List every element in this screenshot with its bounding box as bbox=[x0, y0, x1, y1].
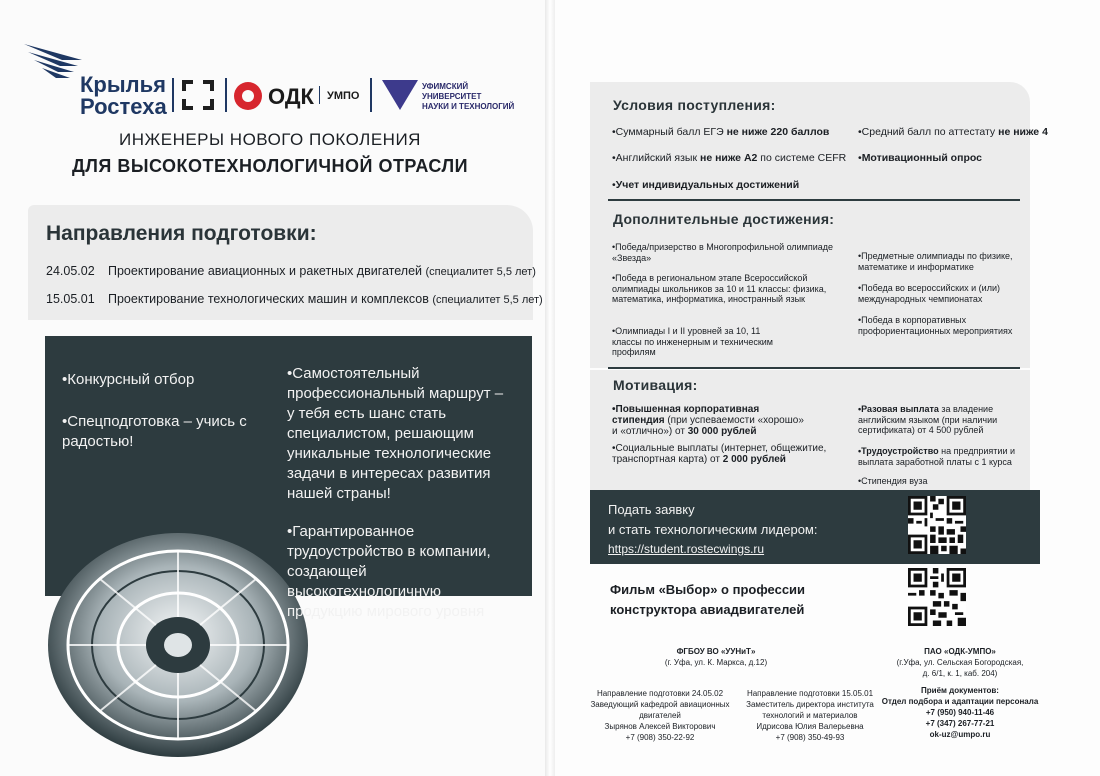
direction-code: 24.05.02 bbox=[46, 264, 95, 278]
university-address: (г. Уфа, ул. К. Маркса, д.12) bbox=[664, 658, 768, 667]
achievement-item: •Победа в корпоративных профориентационных мероприятиях bbox=[858, 315, 1013, 336]
admission-emphasis: Учет индивидуальных достижений bbox=[615, 179, 800, 191]
umpo-label: УМПО bbox=[327, 90, 360, 102]
motivation-item bbox=[858, 446, 1038, 467]
direction-note: (специалитет 5,5 лет) bbox=[425, 266, 536, 278]
admission-emphasis: не ниже 4 bbox=[998, 126, 1048, 138]
motivation-text: на предприятии и выплата заработной платы с 1 курса bbox=[858, 446, 1016, 467]
admission-item bbox=[612, 152, 846, 164]
contact-position: технологий и материалов bbox=[762, 711, 858, 720]
benefit-item: •Самостоятельный профессиональный маршрут – у тебя есть шанс стать специалистом, решающим уникальные технологические задачи в интересах развития нашей страны! bbox=[287, 365, 504, 502]
company-email[interactable]: ok-uz@umpo.ru bbox=[929, 730, 991, 739]
achievements-title: Дополнительные достижения: bbox=[613, 211, 835, 227]
contact-person: Зырянов Алексей Викторович bbox=[604, 722, 716, 731]
headline-line-1: ИНЖЕНЕРЫ НОВОГО ПОКОЛЕНИЯ bbox=[119, 130, 421, 149]
admission-text: • bbox=[858, 152, 862, 164]
uust-logo-icon bbox=[382, 80, 418, 110]
apply-line-1: Подать заявку bbox=[608, 502, 695, 517]
company-phone[interactable]: +7 (950) 940-11-46 bbox=[925, 708, 995, 717]
admission-text: •Суммарный балл ЕГЭ bbox=[612, 126, 727, 138]
motivation-item bbox=[858, 476, 1038, 487]
contact-direction: Направление подготовки 24.05.02 bbox=[596, 689, 724, 698]
rostec-logo-icon bbox=[182, 80, 214, 110]
benefit-item: •Конкурсный отбор bbox=[62, 371, 195, 388]
benefit-item: •Гарантированное трудоустройство в компании, создающей высокотехнологичную продукцию мирового уровня bbox=[287, 523, 491, 620]
film-line-2: конструктора авиадвигателей bbox=[610, 602, 805, 617]
docs-title: Приём документов: bbox=[921, 686, 999, 695]
contact-direction: Направление подготовки 15.05.01 bbox=[746, 689, 874, 698]
logo-separator bbox=[319, 86, 320, 104]
benefits-left-column bbox=[62, 370, 252, 466]
motivation-text: (при успеваемости «хорошо» и «отлично») от bbox=[612, 415, 804, 437]
page-fold bbox=[545, 0, 555, 776]
motivation-item bbox=[612, 443, 832, 465]
direction-name: Проектирование технологических машин и комплексов bbox=[108, 292, 429, 306]
motivation-text: •Стипендия вуза bbox=[858, 476, 928, 486]
contact-person: Идрисова Юлия Валерьевна bbox=[756, 722, 864, 731]
admission-text: • bbox=[612, 179, 616, 191]
benefits-right-column bbox=[287, 364, 509, 636]
company-phone[interactable]: +7 (347) 267-77-21 bbox=[925, 719, 995, 728]
qr-code-film-icon[interactable] bbox=[908, 568, 966, 626]
headline-line-2: ДЛЯ ВЫСОКОТЕХНОЛОГИЧНОЙ ОТРАСЛИ bbox=[71, 156, 469, 176]
apply-line-2: и стать технологическим лидером: bbox=[608, 522, 818, 537]
motivation-emphasis: •Трудоустройство bbox=[858, 446, 939, 456]
apply-link[interactable]: https://student.rostecwings.ru bbox=[608, 542, 765, 556]
contact-phone[interactable]: +7 (908) 350-49-93 bbox=[775, 733, 845, 742]
motivation-title: Мотивация: bbox=[613, 377, 698, 393]
direction-note: (специалитет 5,5 лет) bbox=[432, 294, 543, 306]
odk-label: ОДК bbox=[268, 84, 314, 109]
achievement-item: •Победа/призерство в Многопрофильной олимпиаде «Звезда» bbox=[612, 242, 834, 263]
university-name: ФГБОУ ВО «УУНиТ» bbox=[676, 647, 756, 656]
admission-emphasis: не ниже 220 баллов bbox=[726, 126, 830, 138]
logo-separator bbox=[225, 78, 227, 112]
qr-code-apply-icon[interactable] bbox=[908, 496, 966, 554]
contact-position: двигателей bbox=[639, 711, 681, 720]
uust-line-1: УФИМСКИЙ bbox=[422, 82, 469, 91]
motivation-emphasis: 2 000 рублей bbox=[722, 454, 786, 465]
motivation-emphasis: 30 000 рублей bbox=[687, 426, 757, 437]
benefit-item: •Спецподготовка – учись с радостью! bbox=[62, 413, 247, 450]
contact-card-1 bbox=[585, 688, 735, 743]
company-address: (г.Уфа, ул. Сельская Богородская, bbox=[896, 658, 1024, 667]
company-name: ПАО «ОДК-УМПО» bbox=[924, 647, 996, 656]
section-divider bbox=[608, 199, 1020, 201]
brand-name bbox=[80, 74, 167, 118]
contact-card-2 bbox=[735, 688, 885, 743]
motivation-text: •Социальные выплаты (интернет, общежитие, транспортная карта) от bbox=[612, 443, 827, 465]
logo-bar bbox=[22, 38, 532, 118]
university-info bbox=[636, 646, 796, 668]
uust-line-3: НАУКИ И ТЕХНОЛОГИЙ bbox=[422, 102, 515, 111]
admission-emphasis: не ниже А2 bbox=[699, 152, 758, 164]
film-line-1: Фильм «Выбор» о профессии bbox=[610, 582, 806, 597]
achievement-item: •Победа в региональном этапе Всероссийской олимпиады школьников за 10 и 11 классы: физика, математика, информатика, иностранный язык bbox=[612, 273, 827, 304]
film-text bbox=[610, 580, 805, 620]
brand-line-1: Крылья bbox=[80, 72, 166, 97]
company-info bbox=[880, 646, 1040, 740]
motivation-item bbox=[858, 404, 1038, 436]
admission-item bbox=[858, 152, 982, 164]
brand-line-2: Ростеха bbox=[80, 94, 167, 119]
achievement-item: •Олимпиады I и II уровней за 10, 11 классы по инженерным и техническим профилям bbox=[612, 326, 773, 357]
headline bbox=[60, 130, 480, 177]
admission-text: по системе CEFR bbox=[757, 152, 847, 164]
logo-separator bbox=[172, 78, 174, 112]
odk-logo-icon bbox=[234, 82, 262, 110]
achievement-item: •Победа во всероссийских и (или) международных чемпионатах bbox=[858, 283, 1000, 304]
admission-text: •Средний балл по аттестату bbox=[858, 126, 999, 138]
motivation-item bbox=[612, 404, 812, 437]
direction-name: Проектирование авиационных и ракетных двигателей bbox=[108, 264, 423, 278]
admission-item bbox=[612, 126, 829, 138]
uust-line-2: УНИВЕРСИТЕТ bbox=[422, 92, 482, 101]
admission-item bbox=[858, 126, 1048, 138]
apply-text bbox=[608, 500, 817, 540]
logo-separator bbox=[370, 78, 372, 112]
company-address: д. 6/1, к. 1, каб. 204) bbox=[922, 669, 998, 678]
direction-code: 15.05.01 bbox=[46, 292, 95, 306]
motivation-emphasis: •Повышенная корпоративная стипендия bbox=[612, 404, 760, 426]
directions-title: Направления подготовки: bbox=[46, 222, 317, 245]
direction-row bbox=[46, 292, 543, 306]
contact-position: Заведующий кафедрой авиационных bbox=[590, 700, 730, 709]
admission-emphasis: Мотивационный опрос bbox=[861, 152, 982, 164]
motivation-text: за владение английским языком (при наличии сертификата) от 4 500 рублей bbox=[858, 404, 998, 435]
motivation-emphasis: •Разовая выплата bbox=[858, 404, 939, 414]
turbine-engine-image bbox=[28, 475, 328, 770]
achievement-item: •Предметные олимпиады по физике, математике и информатике bbox=[858, 251, 1013, 272]
uust-name bbox=[422, 82, 514, 112]
contact-position: Заместитель директора института bbox=[746, 700, 874, 709]
contact-phone[interactable]: +7 (908) 350-22-92 bbox=[625, 733, 695, 742]
admission-title: Условия поступления: bbox=[613, 97, 776, 113]
direction-row bbox=[46, 264, 536, 278]
section-divider bbox=[608, 367, 1020, 369]
admission-text: •Английский язык bbox=[612, 152, 700, 164]
docs-department: Отдел подбора и адаптации персонала bbox=[881, 697, 1039, 706]
admission-item bbox=[612, 179, 799, 191]
